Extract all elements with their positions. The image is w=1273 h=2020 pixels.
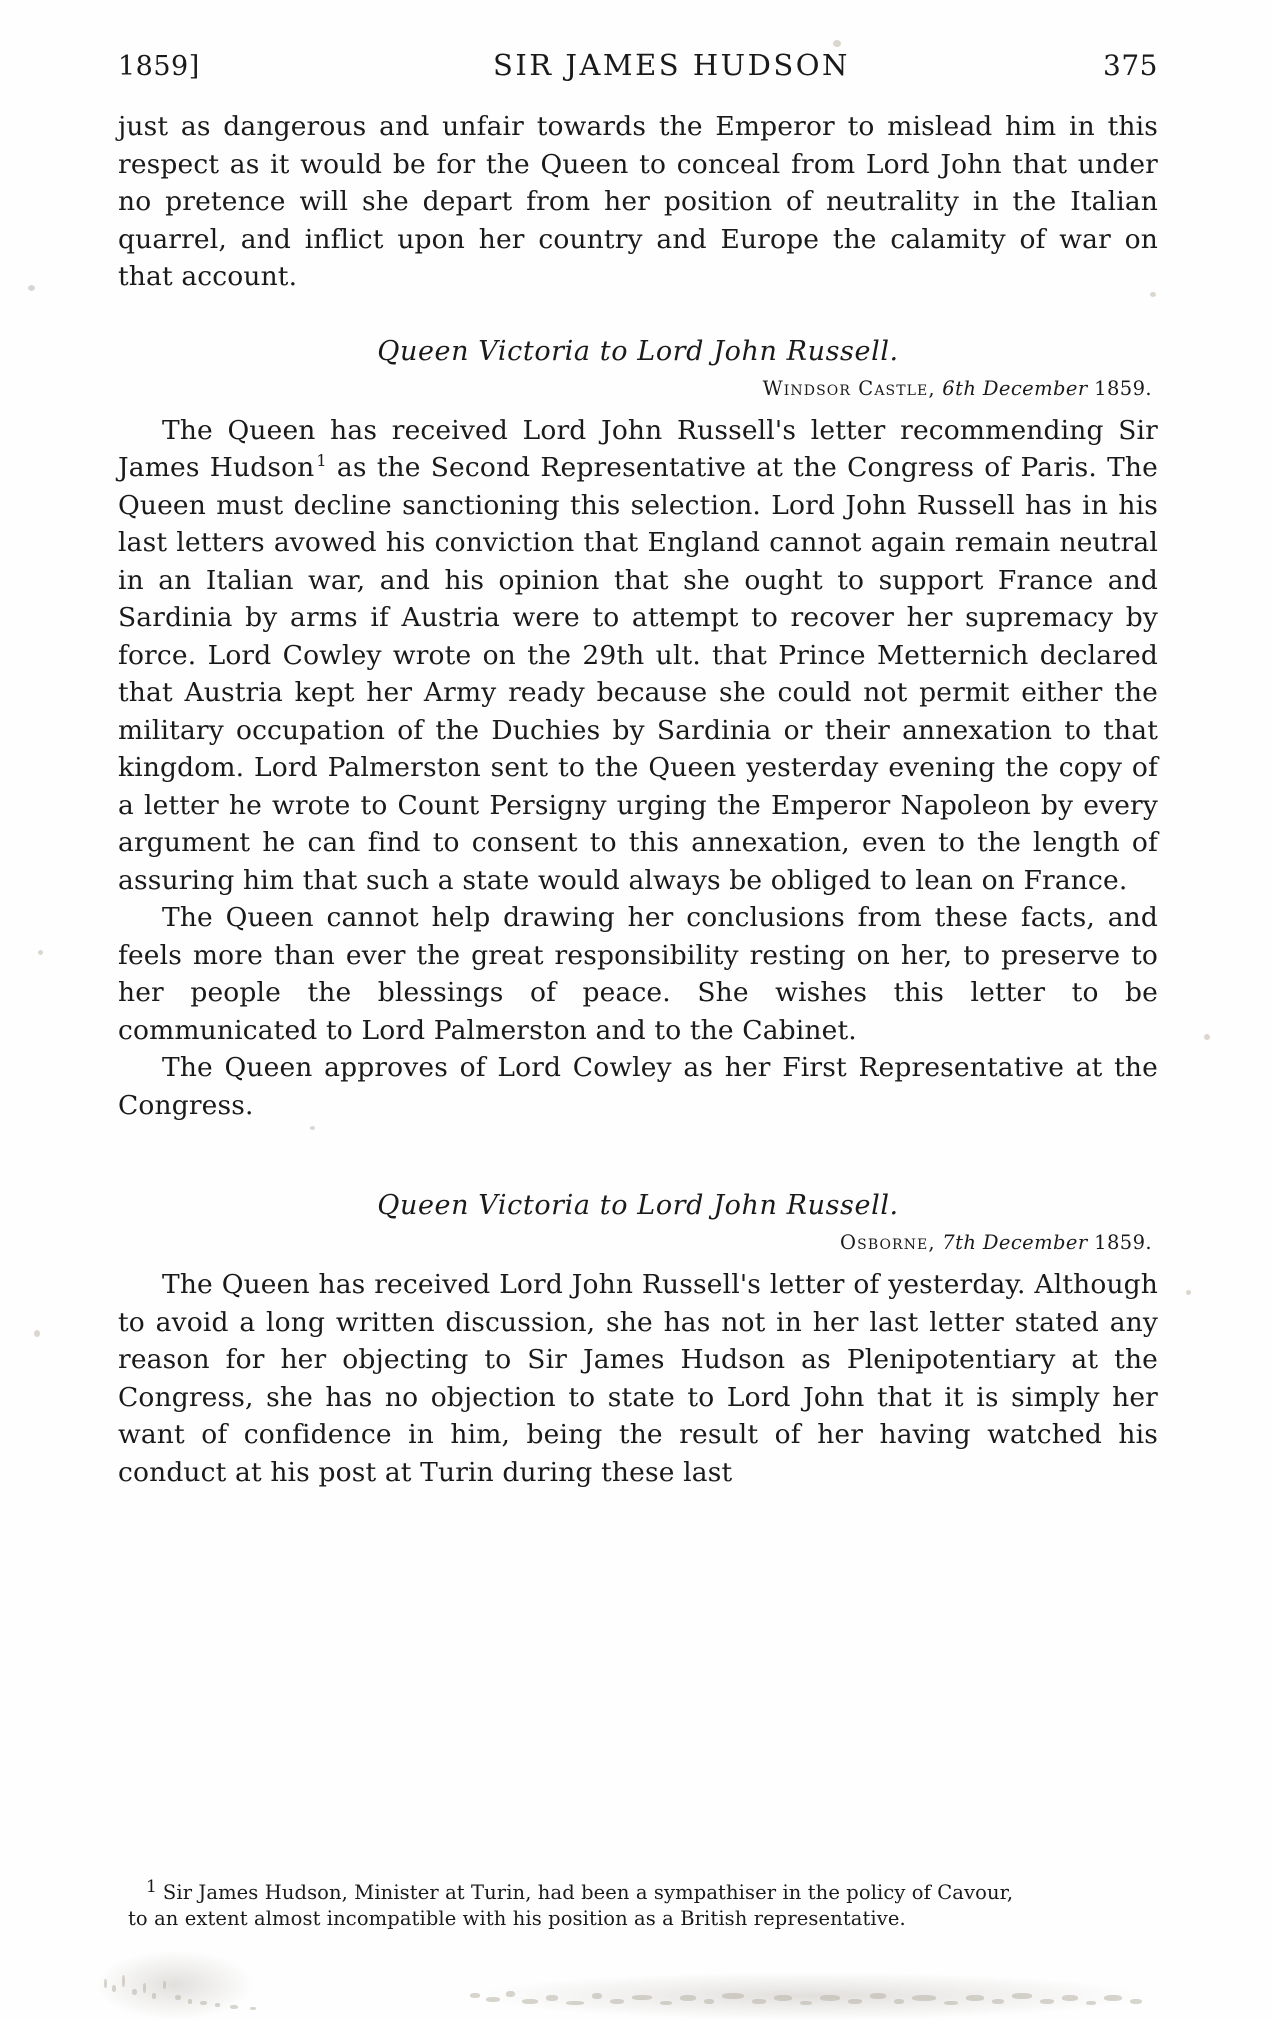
dateline-year: 1859.: [1094, 1231, 1152, 1254]
opening-paragraph: just as dangerous and unfair towards the Emperor to mislead him in this respect as it would be for the Queen to conceal from Lord John that under no pretence will she depart from her position of neutrality in the Italian quarrel, and inflict upon her country and Europe the calamity of war on that account.: [118, 111, 1158, 292]
letter-heading-2: Queen Victoria to Lord John Russell.: [377, 1190, 899, 1221]
running-head-year: 1859]: [118, 51, 200, 82]
page-content: [118, 48, 1158, 1491]
scan-speck: [1150, 292, 1156, 297]
footnote-line-1: [128, 1876, 1158, 1906]
footnote-line-2: to an extent almost incompatible with his position as a British representative.: [128, 1907, 906, 1930]
letter1-para1-part1: The Queen has received Lord John Russell's letter recommending Sir James Hudson: [118, 414, 1158, 483]
letter2-paragraph-1: The Queen has received Lord John Russell's letter of yesterday. Although to avoid a long written discussion, she has not in her last letter stated any reason for her objecting to Sir James Hudson as Plenipotentiary at the Congress, she has no objection to state to Lord John that it is simply her want of confidence in him, being the result of her having watched his conduct at his post at Turin during these last: [118, 1269, 1158, 1488]
scan-speck: [833, 40, 841, 47]
dateline-date: 6th December: [942, 376, 1088, 400]
running-head: [118, 48, 1158, 82]
scan-speck: [310, 1126, 315, 1130]
dateline-place: Osborne,: [840, 1231, 936, 1254]
dateline-2: [118, 1231, 1152, 1254]
dateline-year: 1859.: [1094, 376, 1152, 400]
letter1-paragraph-1: [118, 412, 1158, 900]
running-head-title: SIR JAMES HUDSON: [492, 48, 850, 82]
scan-speck: [34, 1330, 40, 1337]
footnote-marker: 1: [146, 1876, 157, 1897]
letter-heading-1: Queen Victoria to Lord John Russell.: [377, 335, 899, 367]
scan-speck: [1186, 1290, 1191, 1295]
footnote-block: [128, 1876, 1158, 1932]
footnote-reference-1[interactable]: 1: [316, 451, 327, 471]
scan-bottom-noise: [0, 1965, 1273, 2020]
letter1-paragraph-2: The Queen cannot help drawing her conclusions from these facts, and feels more than ever the great responsibility resting on her, to preserve to her people the blessings of peace. She wishes this letter to be communicated to Lord Palmerston and to the Cabinet.: [118, 902, 1158, 1046]
page-number: 375: [1103, 49, 1158, 82]
letter1-para1-part2: as the Second Representative at the Congress of Paris. The Queen must decline sanctioning this selection. Lord John Russell has in his last letters avowed his conviction that England cannot again remain neutral in an Italian war, and his opinion that she ought to support France and Sardinia by arms if Austria were to attempt to recover her supremacy by force. Lord Cowley wrote on the 29th ult. that Prince Metternich declared that Austria kept her Army ready because she could not permit either the military occupation of the Duchies by Sardinia or their annexation to that kingdom. Lord Palmerston sent to the Queen yesterday evening the copy of a letter he wrote to Count Persigny urging the Emperor Napoleon by every argument he can find to consent to this annexation, even to the length of assuring him that such a state would always be obliged to lean on France.: [118, 452, 1158, 896]
scan-speck: [1204, 1034, 1210, 1040]
footnote-text-1: Sir James Hudson, Minister at Turin, had been a sympathiser in the policy of Cavour,: [162, 1881, 1014, 1904]
dateline-place: Windsor Castle,: [762, 376, 936, 400]
dateline-1: [118, 377, 1152, 400]
scan-speck: [28, 285, 35, 291]
letter1-paragraph-3: The Queen approves of Lord Cowley as her First Representative at the Congress.: [118, 1052, 1158, 1121]
scan-speck: [38, 950, 43, 955]
dateline-date: 7th December: [942, 1231, 1088, 1254]
